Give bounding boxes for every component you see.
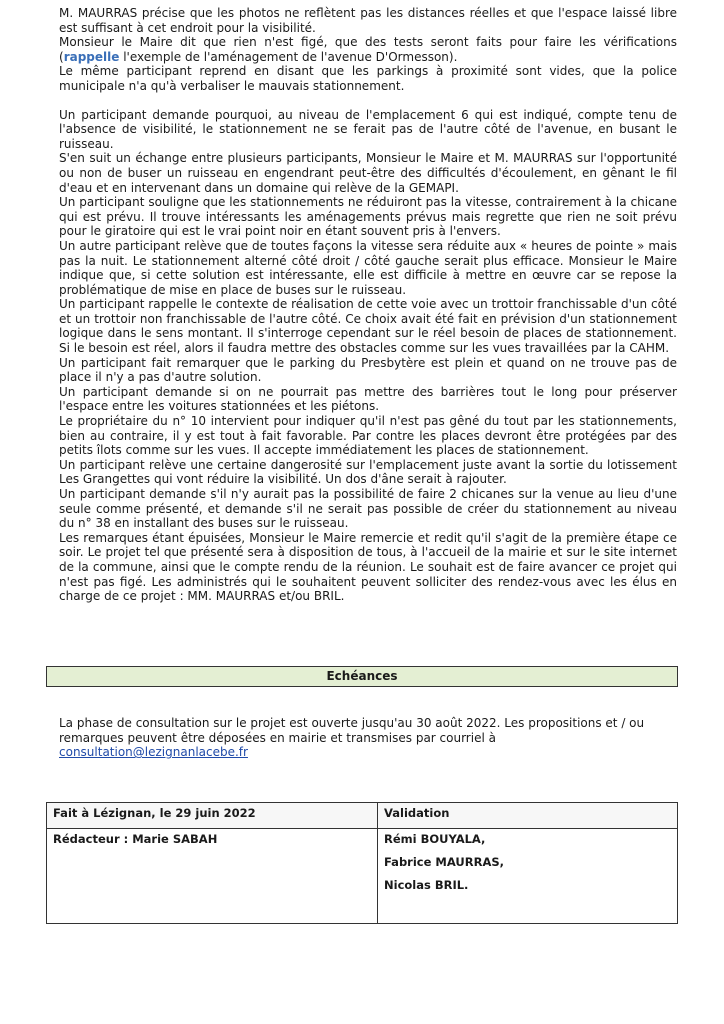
paragraph: S'en suit un échange entre plusieurs participants, Monsieur le Maire et M. MAURRAS sur l'opportunité ou non de buser un ruisseau en engendrant peut-être des difficultés d'écoulement, en gênant le fil d'eau et en intervenant dans un domaine qui relève de la GEMAPI. (59, 151, 677, 195)
text-span: l'exemple de l'aménagement de l'avenue D'Ormesson). (119, 49, 458, 64)
email-link[interactable]: consultation@lezignanlacebe.fr (59, 745, 248, 760)
validation-header-cell: Validation (378, 803, 678, 829)
paragraph: Le propriétaire du n° 10 intervient pour indiquer qu'il n'est pas gêné du tout par les stationnements, bien au contraire, il y est tout à fait favorable. Par contre les places devront être protégées par des petits îlots comme sur les vues. Il accepte immédiatement les places de stationnement. (59, 414, 677, 458)
text-span: Monsieur le Maire dit que rien n'est figé, que des tests seront faits pour faire les vérifications ( (59, 35, 677, 64)
validators-cell (378, 829, 678, 924)
signature-table (46, 802, 678, 924)
signature-header-row (47, 803, 678, 829)
minutes-body (59, 6, 677, 604)
paragraph: Un participant rappelle le contexte de réalisation de cette voie avec un trottoir franchissable d'un côté et un trottoir non franchissable de l'autre côté. Ce choix avait été fait en prévision d'un stationnement logique dans le sens montant. Il s'interroge cependant sur le réel besoin de places de stationnement. Si le besoin est réel, alors il faudra mettre des obstacles comme sur les vues travaillées par la CAHM. (59, 297, 677, 356)
paragraph: Un participant demande pourquoi, au niveau de l'emplacement 6 qui est indiqué, compte tenu de l'absence de visibilité, le stationnement ne se ferait pas de l'autre côté de l'avenue, en busant le ruisseau. (59, 107, 677, 151)
place-date-cell: Fait à Lézignan, le 29 juin 2022 (47, 803, 378, 829)
paragraph: Un participant demande s'il n'y aurait pas la possibilité de faire 2 chicanes sur la venue au lieu d'une seule comme présenté, et demande s'il ne serait pas possible de créer du stationnement au niveau du n° 38 en installant des buses sur le ruisseau. (59, 487, 677, 531)
paragraph: Un participant demande si on ne pourrait pas mettre des barrières tout le long pour préserver l'espace entre les voitures stationnées et les piétons. (59, 384, 677, 414)
paragraph: Un autre participant relève que de toutes façons la vitesse sera réduite aux « heures de pointe » mais pas la nuit. Le stationnement alterné côté droit / côté gauche serait plus efficace. Monsieur le Maire indique que, si cette solution est intéressante, elle est difficile à mettre en œuvre car se repose la problématique de mise en place de buses sur le ruisseau. (59, 238, 677, 297)
paragraph: Un participant relève une certaine dangerosité sur l'emplacement juste avant la sortie du lotissement Les Grangettes qui vont réduire la visibilité. Un dos d'âne serait à rajouter. (59, 457, 677, 487)
validator-name: Nicolas BRIL. (384, 878, 469, 892)
paragraph: M. MAURRAS précise que les photos ne reflètent pas les distances réelles et que l'espace laissé libre est suffisant à cet endroit pour la visibilité. (59, 6, 677, 35)
echeance-text: La phase de consultation sur le projet est ouverte jusqu'au 30 août 2022. Les propositions et / ou remarques peuvent être déposées en mairie et transmises par courriel à (59, 716, 645, 745)
section-heading-echeances: Echéances (46, 666, 678, 687)
highlighted-word: rappelle (63, 49, 120, 64)
paragraph-maire (59, 35, 677, 64)
redacteur-cell: Rédacteur : Marie SABAH (47, 829, 378, 924)
spacer (59, 94, 677, 108)
echeance-block (59, 716, 677, 760)
signature-body-row (47, 829, 678, 924)
paragraph: Le même participant reprend en disant que les parkings à proximité sont vides, que la police municipale n'a qu'à verbaliser le mauvais stationnement. (59, 64, 677, 93)
paragraph: Les remarques étant épuisées, Monsieur le Maire remercie et redit qu'il s'agit de la première étape ce soir. Le projet tel que présenté sera à disposition de tous, à l'accueil de la mairie et sur le site internet de la commune, ainsi que le compte rendu de la réunion. Le souhait est de faire avancer ce projet qui n'est pas figé. Les administrés qui le souhaitent peuvent solliciter des rendez-vous avec les élus en charge de ce projet : MM. MAURRAS et/ou BRIL. (59, 530, 677, 604)
validator-name: Rémi BOUYALA, (384, 832, 486, 846)
paragraph: Un participant fait remarquer que le parking du Presbytère est plein et quand on ne trouve pas de place il n'y a pas d'autre solution. (59, 355, 677, 385)
paragraph: Un participant souligne que les stationnements ne réduiront pas la vitesse, contrairement à la chicane qui est prévu. Il trouve intéressants les aménagements prévus mais regrette que rien ne soit prévu pour le giratoire qui est le vrai point noir en étant souvent pris à l'envers. (59, 195, 677, 239)
validator-name: Fabrice MAURRAS, (384, 855, 504, 869)
